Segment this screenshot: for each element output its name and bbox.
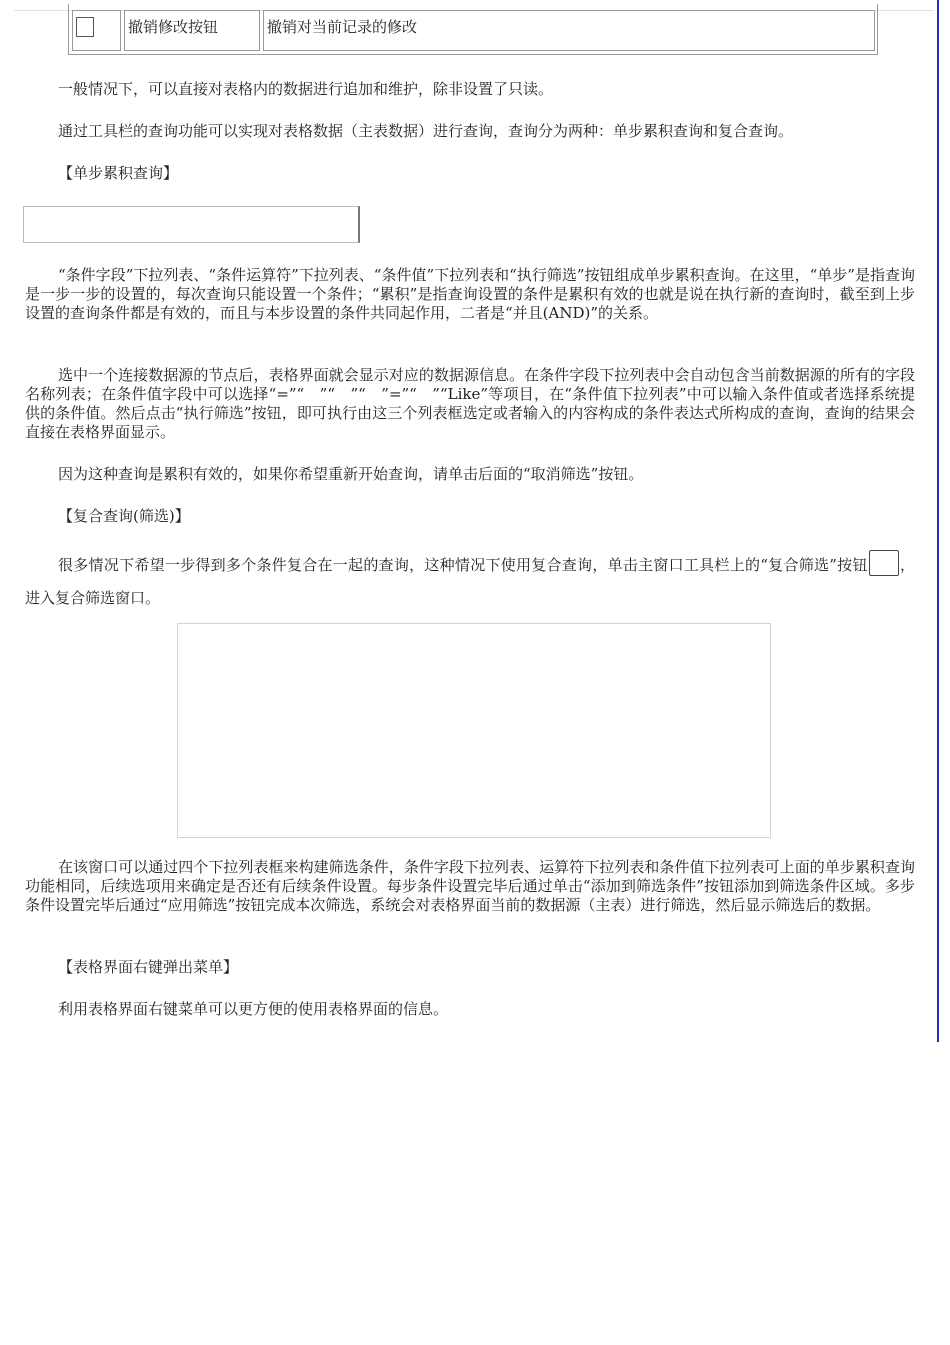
compound-intro-tail: ，进入复合筛选窗口。 <box>25 556 915 607</box>
filter-window-screenshot-placeholder <box>177 623 771 838</box>
paragraph-context-menu-note: 利用表格界面右键菜单可以更方便的使用表格界面的信息。 <box>58 1000 449 1018</box>
heading-context-menu: 【表格界面右键弹出菜单】 <box>58 958 239 976</box>
table-cell-description <box>263 10 875 51</box>
table-cell-icon <box>72 10 121 51</box>
heading-single-step-query: 【单步累积查询】 <box>58 164 179 182</box>
button-description-text: 撤销对当前记录的修改 <box>267 18 418 36</box>
paragraph-cancel-filter-note: 因为这种查询是累积有效的，如果你希望重新开始查询，请单击后面的“取消筛选”按钮。 <box>58 465 644 483</box>
button-name-text: 撤销修改按钮 <box>128 18 219 36</box>
paragraph-edit-note: 一般情况下，可以直接对表格内的数据进行追加和维护，除非设置了只读。 <box>58 80 554 98</box>
right-edge-line <box>937 0 939 1042</box>
button-table <box>68 4 878 55</box>
table-cell-name <box>124 10 260 51</box>
paragraph-data-source-description: 选中一个连接数据源的节点后，表格界面就会显示对应的数据源信息。在条件字段下拉列表中会自动包含当前数据源的所有的字段名称列表；在条件值字段中可以选择“=”“ ”“ ”“ ”=”“ ”“Like”等项目，在“条件值下拉列表”中可以输入条件值或者选择系统提供的条件值。然后点击“执行筛选”按钮，即可执行由这三个列表框选定或者输入的内容构成的条件表达式所构成的查询，查询的结果会直接在表格界面显示。 <box>25 366 915 441</box>
paragraph-single-step-description: “条件字段”下拉列表、“条件运算符”下拉列表、“条件值”下拉列表和“执行筛选”按钮组成单步累积查询。在这里，“单步”是指查询是一步一步的设置的，每次查询只能设置一个条件；“累积”是指查询设置的条件是累积有效的也就是说在执行新的查询时，截至到上步设置的查询条件都是有效的，而且与本步设置的条件共同起作用，二者是“并且(AND)”的关系。 <box>25 266 915 322</box>
compound-intro-text: 很多情况下希望一步得到多个条件复合在一起的查询，这种情况下使用复合查询，单击主窗口工具栏上的“复合筛选”按钮 <box>58 556 868 574</box>
paragraph-compound-intro <box>25 549 915 615</box>
paragraph-filter-window-description: 在该窗口可以通过四个下拉列表框来构建筛选条件，条件字段下拉列表、运算符下拉列表和条件值下拉列表可上面的单步累积查询功能相同，后续选项用来确定是否还有后续条件设置。每步条件设置完毕后通过单击“添加到筛选条件”按钮添加到筛选条件区域。多步条件设置完毕后通过“应用筛选”按钮完成本次筛选，系统会对表格界面当前的数据源（主表）进行筛选，然后显示筛选后的数据。 <box>25 858 915 914</box>
paragraph-query-intro: 通过工具栏的查询功能可以实现对表格数据（主表数据）进行查询，查询分为两种：单步累积查询和复合查询。 <box>58 122 794 140</box>
compound-filter-button-icon[interactable] <box>869 550 899 576</box>
checkbox-icon[interactable] <box>76 17 94 37</box>
heading-compound-query: 【复合查询(筛选)】 <box>58 507 190 525</box>
toolbar-screenshot-placeholder <box>23 206 360 243</box>
